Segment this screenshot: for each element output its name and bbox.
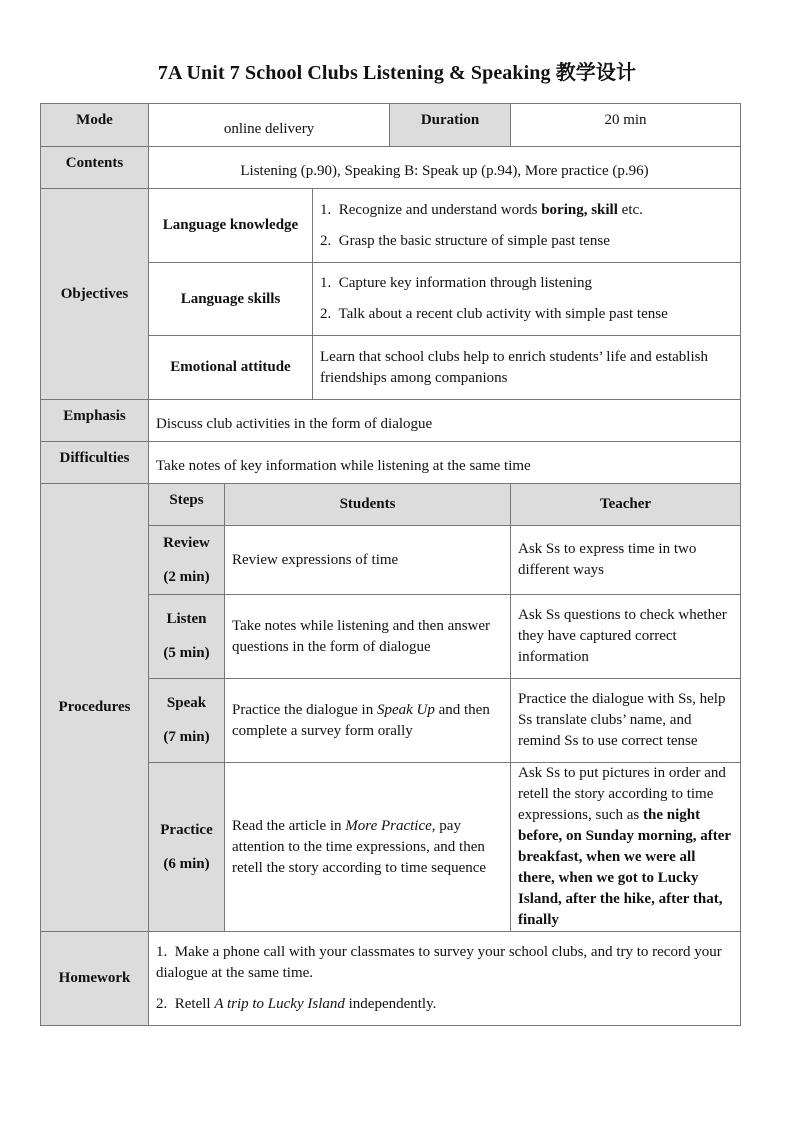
review-students: Review expressions of time: [225, 526, 511, 595]
practice-students: Read the article in More Practice, pay attention to the time expressions, and then retell the story according to time sequence: [225, 763, 511, 932]
duration-value: 20 min: [511, 104, 741, 147]
homework-row: [41, 932, 741, 1026]
contents-row: [41, 147, 741, 189]
objective-language-knowledge-row: [41, 189, 741, 263]
step-practice-cell: Practice (6 min): [149, 763, 225, 932]
practice-teacher: Ask Ss to put pictures in order and retell the story according to time expressions, such as the night before, on Sunday morning, after breakfast, when we were all there, when we got to Lucky Island, after the hike, after that, finally: [511, 763, 741, 932]
list-item: 2. Grasp the basic structure of simple past tense: [320, 232, 610, 249]
listen-students: Take notes while listening and then answer questions in the form of dialogue: [225, 595, 511, 679]
speak-students: Practice the dialogue in Speak Up and then complete a survey form orally: [225, 679, 511, 763]
contents-label: Contents: [41, 147, 149, 189]
students-header: Students: [225, 484, 511, 526]
list-item: 2. Retell A trip to Lucky Island independently.: [156, 996, 437, 1012]
difficulties-label: Difficulties: [41, 442, 149, 484]
speak-teacher: Practice the dialogue with Ss, help Ss translate clubs’ name, and remind Ss to use correct tense: [511, 679, 741, 763]
language-skills-label: Language skills: [149, 263, 313, 336]
list-item: 1. Make a phone call with your classmates to survey your school clubs, and try to record your dialogue at the same time.: [156, 944, 722, 981]
homework-label: Homework: [41, 932, 149, 1026]
step-review-cell: Review (2 min): [149, 526, 225, 595]
emotional-attitude-label: Emotional attitude: [149, 336, 313, 400]
contents-value: Listening (p.90), Speaking B: Speak up (p.94), More practice (p.96): [149, 147, 741, 189]
mode-value: online delivery: [149, 104, 390, 147]
page-title: 7A Unit 7 School Clubs Listening & Speaking 教学设计: [157, 62, 637, 84]
list-item: 1. Capture key information through listening: [320, 275, 593, 291]
step-speak-cell: Speak (7 min): [149, 679, 225, 763]
difficulties-value: Take notes of key information while listening at the same time: [149, 442, 741, 484]
duration-label: Duration: [390, 104, 511, 147]
difficulties-row: [41, 442, 741, 484]
teacher-header: Teacher: [511, 484, 741, 526]
homework-content: [149, 932, 741, 1026]
mode-label: Mode: [41, 104, 149, 147]
listen-teacher: Ask Ss questions to check whether they have captured correct information: [511, 595, 741, 679]
emphasis-row: [41, 400, 741, 442]
step-listen-cell: Listen (5 min): [149, 595, 225, 679]
emphasis-value: Discuss club activities in the form of dialogue: [149, 400, 741, 442]
mode-row: [41, 104, 741, 147]
language-knowledge-content: [313, 189, 741, 263]
procedures-header-row: [41, 484, 741, 526]
emotional-attitude-content: Learn that school clubs help to enrich students’ life and establish friendships among companions: [313, 336, 741, 400]
review-teacher: Ask Ss to express time in two different ways: [511, 526, 741, 595]
objectives-label: Objectives: [41, 189, 149, 400]
steps-header: Steps: [149, 484, 225, 526]
lesson-plan-table: [40, 103, 741, 1026]
language-skills-content: [313, 263, 741, 336]
list-item: 1. Recognize and understand words boring, skill etc.: [320, 201, 643, 218]
procedures-label: Procedures: [41, 484, 149, 932]
language-knowledge-label: Language knowledge: [149, 189, 313, 263]
list-item: 2. Talk about a recent club activity with simple past tense: [320, 306, 668, 322]
emphasis-label: Emphasis: [41, 400, 149, 442]
